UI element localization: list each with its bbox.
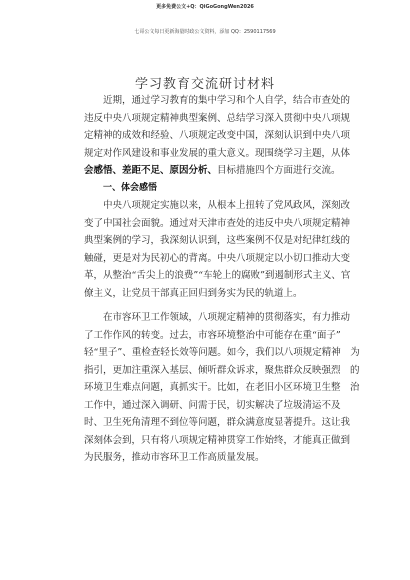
para1-line: 变了中国社会面貌。通过对天津市查处的违反中央八项规定精神 (84, 217, 351, 229)
intro-line: 规定对作风建设和事业发展的重大意义。现围绕学习主题，从体 (84, 147, 351, 159)
intro-line: 违反中央八项规定精神典型案例、总结学习深入贯彻中央八项规 (84, 112, 351, 124)
document-body (84, 92, 360, 467)
para2-line: 工作中，通过深入调研、问需于民，切实解决了垃圾清运不及 (84, 399, 341, 411)
intro-bold-lead: 会感悟、差距不足、原因分析、 (84, 165, 218, 176)
para1-line: 僚主义，让党员干部真正回归到务实为民的轨道上。 (84, 287, 303, 299)
header-promo-line: 更多免费公文+Q：QiGoGongWen2026 (156, 4, 254, 10)
section-heading: 一、体会感悟 (103, 182, 158, 193)
intro-line-last (84, 162, 341, 180)
para2-line: 在市容环卫工作领域，八项规定精神的贯彻落实，有力推动 (103, 312, 351, 323)
para2-line: 深刻体会到，只有将八项规定精神贯穿工作始终，才能真正做到 (84, 434, 351, 446)
header-sub-line: 七哥公文每日更新海量时政公文资料，添加 QQ：2590117569 (134, 29, 276, 35)
para1-line: 中央八项规定实施以来，从根本上扭转了党风政风，深刻改 (103, 200, 351, 211)
para1-line: 典型案例的学习，我深刻认识到，这些案例不仅是对纪律红线的 (84, 235, 351, 246)
para2-line: 轻“里子”、重检查轻长效等问题。如今，我们以八项规定精神 为 (84, 347, 360, 358)
intro-line: 近期，通过学习教育的集中学习和个人自学，结合市查处的 (103, 95, 351, 106)
para2-line: 为民服务，推动市容环卫工作高质量发展。 (84, 452, 265, 463)
paragraph-gap (84, 302, 324, 309)
para2-line: 时、卫生死角清理不到位等问题，群众满意度显著提升。这让我 (84, 417, 351, 428)
intro-line: 定精神的成效和经验、八项规定改变中国，深刻认识到中央八项 (84, 130, 351, 141)
para1-line: 革，从整治“舌尖上的浪费”“车轮上的腐败”到遏制形式主义、官 (84, 270, 351, 281)
para2-line: 指引，更加注重深入基层、倾听群众诉求，聚焦群众反映强烈 的 (84, 364, 360, 376)
para2-line: 环境卫生难点问题，真抓实干。比如，在老旧小区环境卫生整 治 (84, 382, 360, 393)
document-title: 学习教育交流研讨材料 (134, 77, 275, 92)
intro-tail: 目标措施四个方面进行交流。 (217, 165, 341, 176)
para1-line: 触碰，更是对为民初心的背离。中央八项规定以小切口推动大变 (84, 252, 351, 264)
para2-line: 了工作作风的转变。过去，市容环境整治中可能存在重“面子” (84, 329, 341, 341)
